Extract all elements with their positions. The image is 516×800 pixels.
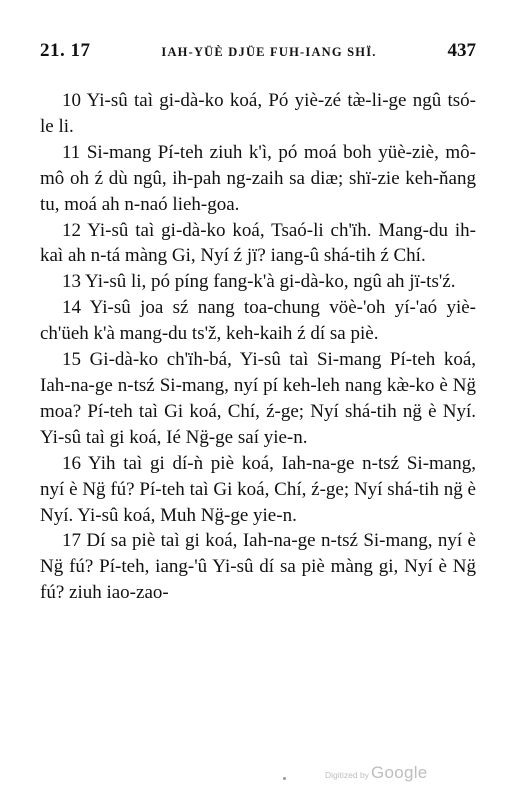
verse-12 xyxy=(40,218,476,270)
google-logo: Google xyxy=(370,763,428,782)
verse-text: Dí sa piè taì gi koá, Iah-na-ge n-tsź Si-mang, nyí è Ng̈ fú? Pí-teh, iang-'û Yi-sû dí sa piè màng gi, Nyí è Ng̈ fú? ziuh iao-zao- xyxy=(40,530,476,604)
verse-16 xyxy=(40,451,476,529)
verse-number: 12 xyxy=(62,219,81,241)
verse-text: Yi-sû taì gi-dà-ko koá, Pó yiè-zé tæ̀-li-ge ngû tsó-le li. xyxy=(40,90,476,137)
verse-10 xyxy=(40,88,476,140)
verse-15 xyxy=(40,347,476,451)
verse-text: Yih taì gi dí-ǹ piè koá, Iah-na-ge n-tsź Si-mang, nyí è Ng̈ fú? Pí-teh taì Gi koá, Chí, ź-ge; Nyí shá-tih ng̈ è Nyí. Yi-sû koá, Muh Ng̈-ge yie-n. xyxy=(40,452,476,526)
verse-body xyxy=(40,88,476,606)
book-title: IAH-YÜÈ DJÜE FUH-IANG SHÏ. xyxy=(161,45,377,59)
verse-14 xyxy=(40,295,476,347)
verse-11 xyxy=(40,140,476,218)
verse-17 xyxy=(40,528,476,606)
verse-text: Yi-sû li, pó píng fang-k'à gi-dà-ko, ngû ah jï-ts'ź. xyxy=(85,271,456,293)
verse-text: Gi-dà-ko ch'ïh-bá, Yi-sû taì Si-mang Pí-teh koá, Iah-na-ge n-tsź Si-mang, nyí pí keh-leh nang kæ̀-ko è Ng̈ moa? Pí-teh taì Gi koá, Chí, ź-ge; Nyí shá-tih ng̈ è Nyí. Yi-sû taì gi koá, Ié Ng̈-ge saí yie-n. xyxy=(40,349,477,448)
verse-text: Yi-sû taì gi-dà-ko koá, Tsaó-li ch'ïh. Mang-du ih-kaì ah n-tá màng Gi, Nyí ź jï? iang-û shá-tih ź Chí. xyxy=(40,219,476,267)
verse-13 xyxy=(40,269,476,295)
verse-number: 17 xyxy=(62,530,81,552)
verse-number: 14 xyxy=(62,297,81,319)
verse-number: 15 xyxy=(62,349,81,371)
ink-speck xyxy=(283,777,286,780)
digitized-watermark xyxy=(325,763,428,783)
verse-text: Yi-sû joa sź nang toa-chung vöè-'oh yí-'aó yiè-ch'üeh k'à mang-du ts'ž, keh-kaih ź dí sa piè. xyxy=(40,297,476,345)
verse-number: 16 xyxy=(62,452,81,474)
chapter-verse-ref: 21. 17 xyxy=(40,40,91,61)
watermark-prefix: Digitized by xyxy=(325,770,369,780)
verse-number: 10 xyxy=(62,90,81,111)
verse-text: Si-mang Pí-teh ziuh k'ì, pó moá boh yüè-ziè, mô-mô oh ź dù ngû, ih-pah ng-zaih sa diæ; shï-zie keh-ňang tu, moá ah n-naó lieh-goa. xyxy=(40,141,476,215)
page-number: 437 xyxy=(447,40,476,61)
verse-number: 11 xyxy=(62,141,81,163)
verse-number: 13 xyxy=(62,271,81,293)
running-header xyxy=(40,40,476,66)
